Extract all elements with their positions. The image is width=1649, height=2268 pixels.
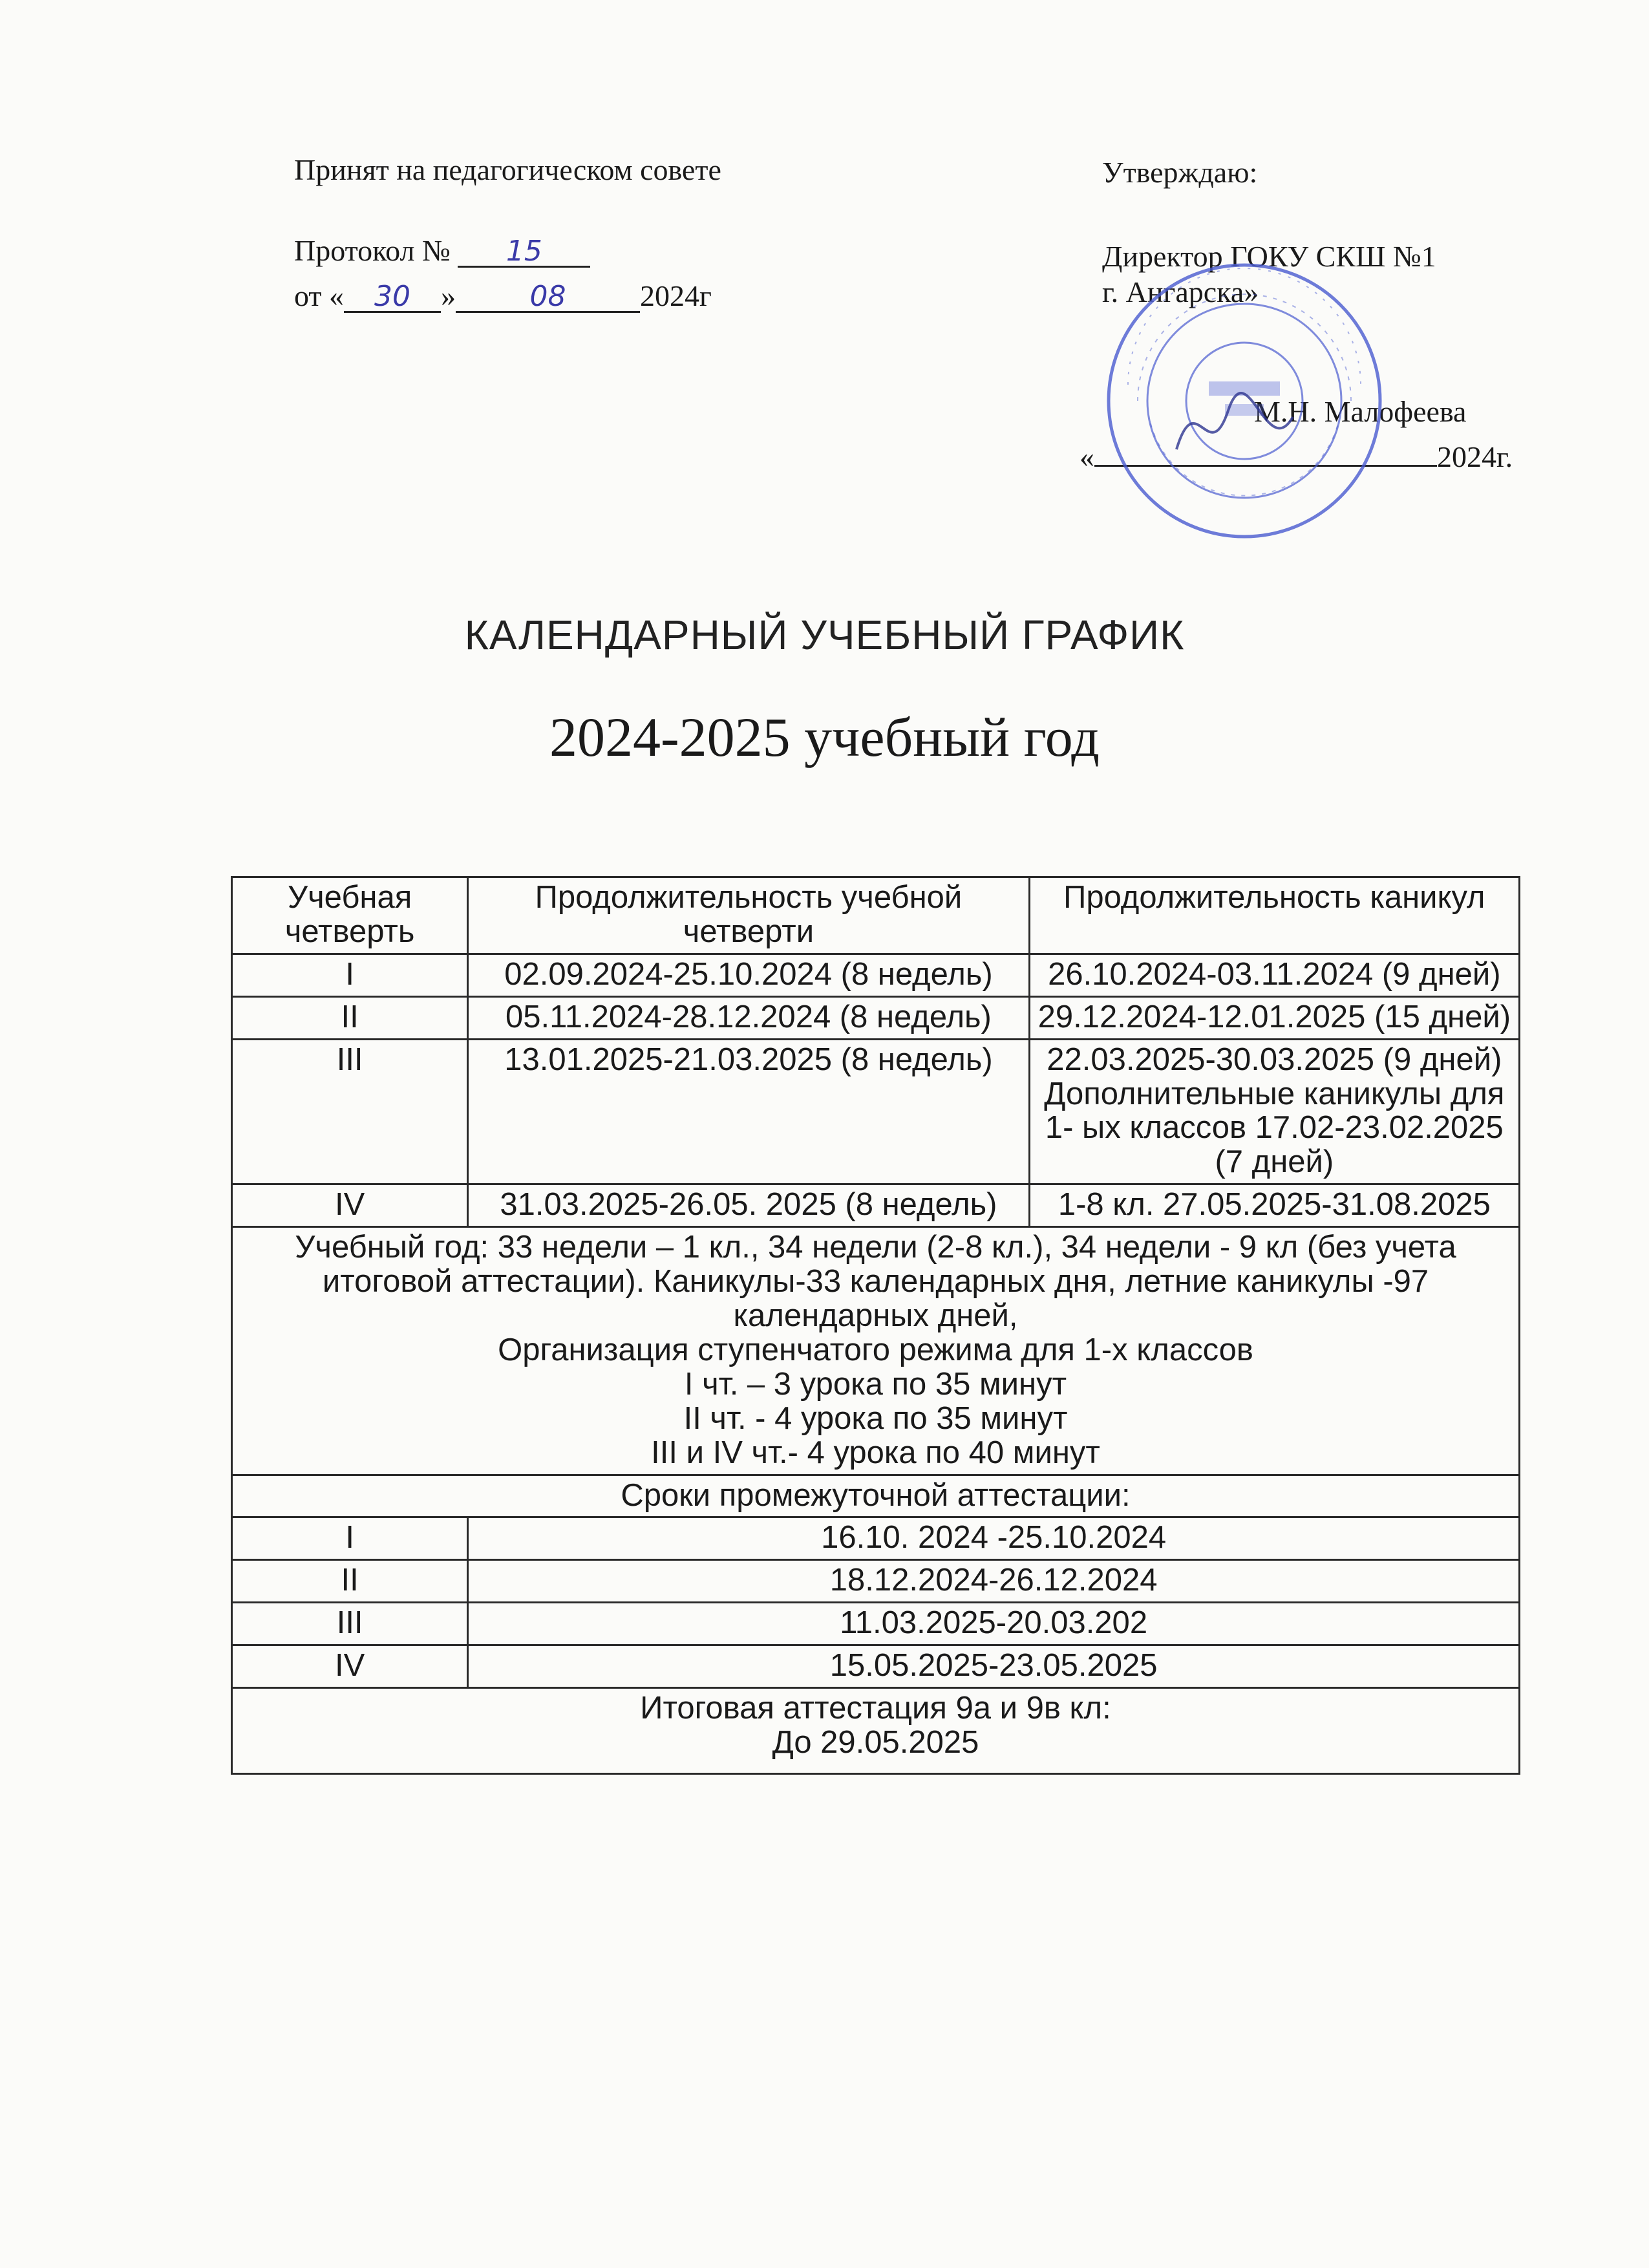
director-name: М.Н. Малофеева bbox=[1254, 395, 1467, 428]
vacation-cell: 26.10.2024-03.11.2024 (9 дней) bbox=[1029, 954, 1519, 996]
stepped-line: III и IV чт.- 4 урока по 40 минут bbox=[651, 1435, 1100, 1470]
final-attestation-date: До 29.05.2025 bbox=[772, 1724, 979, 1760]
quarter-cell: I bbox=[232, 954, 468, 996]
round-seal-stamp bbox=[1099, 255, 1390, 546]
approve-date-year: 2024г. bbox=[1437, 440, 1513, 473]
vacation-cell: 29.12.2024-12.01.2025 (15 дней) bbox=[1029, 996, 1519, 1039]
schedule-table bbox=[231, 876, 1520, 1775]
interim-title-row bbox=[232, 1475, 1520, 1517]
year-summary-row bbox=[232, 1227, 1520, 1475]
table-row bbox=[232, 1184, 1520, 1227]
header-quarter: Учебная четверть bbox=[232, 877, 468, 954]
final-attestation-row bbox=[232, 1688, 1520, 1774]
table-header-row bbox=[232, 877, 1520, 954]
protocol-line bbox=[294, 236, 590, 268]
vacation-cell: 1-8 кл. 27.05.2025-31.08.2025 bbox=[1029, 1184, 1519, 1227]
period-cell: 31.03.2025-26.05. 2025 (8 недель) bbox=[468, 1184, 1029, 1227]
final-attestation-title: Итоговая аттестация 9а и 9в кл: bbox=[640, 1691, 1111, 1726]
stepped-mode-title: Организация ступенчатого режима для 1-х классов bbox=[498, 1332, 1253, 1367]
extra-vacation-text: Дополнительные каникулы для 1- ых классов 17.02-23.02.2025 (7 дней) bbox=[1044, 1076, 1505, 1180]
director-position: Директор ГОКУ СКШ №1 bbox=[1102, 240, 1436, 273]
period-cell: 13.01.2025-21.03.2025 (8 недель) bbox=[468, 1039, 1029, 1184]
interim-title-cell: Сроки промежуточной аттестации: bbox=[232, 1475, 1520, 1517]
interim-quarter-cell: I bbox=[232, 1517, 468, 1560]
table-row bbox=[232, 954, 1520, 996]
interim-dates-cell: 11.03.2025-20.03.202 bbox=[468, 1603, 1520, 1645]
period-cell: 05.11.2024-28.12.2024 (8 недель) bbox=[468, 996, 1029, 1039]
period-cell: 02.09.2024-25.10.2024 (8 недель) bbox=[468, 954, 1029, 996]
document-subtitle: 2024-2025 учебный год bbox=[549, 706, 1100, 768]
header-vacation: Продолжительность каникул bbox=[1029, 877, 1519, 954]
protocol-label: Протокол № bbox=[294, 234, 451, 267]
final-attestation-cell bbox=[232, 1688, 1520, 1774]
interim-dates-cell: 15.05.2025-23.05.2025 bbox=[468, 1645, 1520, 1688]
document-title: КАЛЕНДАРНЫЙ УЧЕБНЫЙ ГРАФИК bbox=[464, 612, 1185, 658]
quarter-cell: III bbox=[232, 1039, 468, 1184]
protocol-date-line bbox=[294, 281, 712, 313]
accepted-text: Принят на педагогическом совете bbox=[294, 153, 721, 186]
interim-quarter-cell: III bbox=[232, 1603, 468, 1645]
interim-quarter-cell: IV bbox=[232, 1645, 468, 1688]
date-year: 2024г bbox=[640, 279, 712, 312]
vacation-cell bbox=[1029, 1039, 1519, 1184]
table-row bbox=[232, 996, 1520, 1039]
year-summary-cell bbox=[232, 1227, 1520, 1475]
protocol-number: 15 bbox=[458, 237, 590, 268]
table-row bbox=[232, 1645, 1520, 1688]
interim-dates-cell: 16.10. 2024 -25.10.2024 bbox=[468, 1517, 1520, 1560]
interim-quarter-cell: II bbox=[232, 1560, 468, 1603]
table-row bbox=[232, 1039, 1520, 1184]
date-month: 08 bbox=[456, 283, 640, 313]
quarter-cell: II bbox=[232, 996, 468, 1039]
quarter-cell: IV bbox=[232, 1184, 468, 1227]
table-row bbox=[232, 1603, 1520, 1645]
director-city: г. Ангарска» bbox=[1102, 275, 1259, 308]
date-mid: » bbox=[441, 279, 456, 312]
table-row bbox=[232, 1517, 1520, 1560]
date-day: 30 bbox=[344, 283, 441, 313]
header-period: Продолжительность учебной четверти bbox=[468, 877, 1029, 954]
vacation-text: 22.03.2025-30.03.2025 (9 дней) bbox=[1047, 1042, 1502, 1077]
approve-text: Утверждаю: bbox=[1102, 156, 1258, 189]
stepped-line: II чт. - 4 урока по 35 минут bbox=[683, 1400, 1068, 1436]
table-row bbox=[232, 1560, 1520, 1603]
date-prefix: от « bbox=[294, 279, 344, 312]
approve-date-prefix: « bbox=[1080, 440, 1094, 473]
stepped-line: I чт. – 3 урока по 35 минут bbox=[684, 1366, 1067, 1402]
interim-dates-cell: 18.12.2024-26.12.2024 bbox=[468, 1560, 1520, 1603]
year-summary-text: Учебный год: 33 недели – 1 кл., 34 недели (2-8 кл.), 34 недели - 9 кл (без учета итоговой аттестации). Каникулы-33 календарных дня, летние каникулы -97 календарных дней, bbox=[295, 1230, 1456, 1333]
